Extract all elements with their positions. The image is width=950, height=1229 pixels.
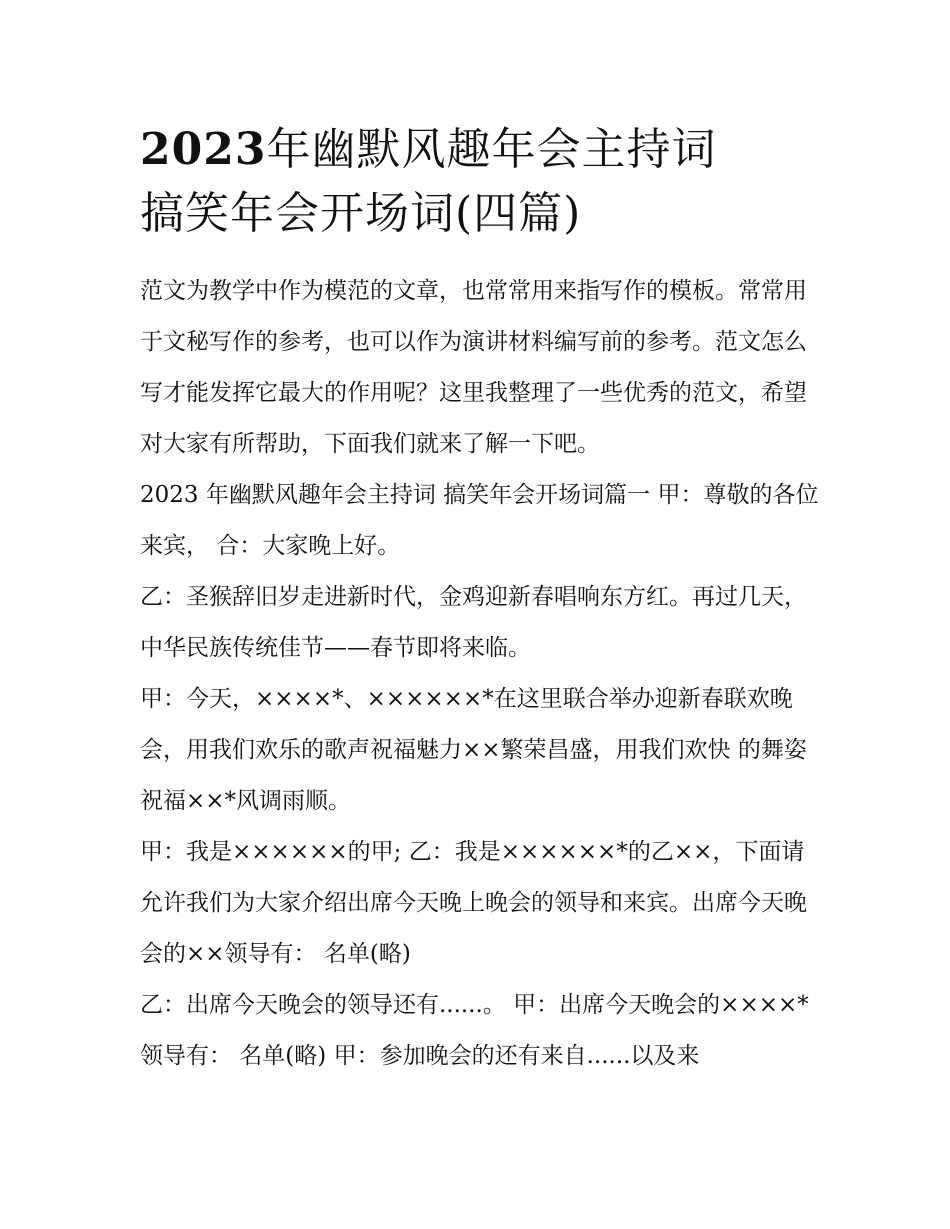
- paragraph-section-one-opening: 2023 年幽默风趣年会主持词 搞笑年会开场词篇一 甲：尊敬的各位来宾， 合：大家晚上好。: [140, 482, 819, 559]
- title-line-1-text: 年幽默风趣年会主持词: [266, 124, 717, 175]
- paragraph-jia-today: 甲：今天，××××*、××××××*在这里联合举办迎新春联欢晚会，用我们欢乐的歌声祝福魅力××繁荣昌盛，用我们欢快 的舞姿祝福××*风调雨顺。: [140, 686, 807, 814]
- paragraph-yi-new-year: 乙：圣猴辞旧岁走进新时代，金鸡迎新春唱响东方红。再过几天，中华民族传统佳节——春节即将来临。: [140, 584, 807, 661]
- paragraph-jia-introduction: 甲：我是××××××的甲; 乙：我是××××××*的乙××，下面请允许我们为大家介绍出席今天晚上晚会的领导和来宾。出席今天晚会的××领导有： 名单(略): [140, 839, 807, 967]
- intro-paragraph: 范文为教学中作为模范的文章，也常常用来指写作的模板。常常用于文秘写作的参考，也可以作为演讲材料编写前的参考。范文怎么写才能发挥它最大的作用呢？这里我整理了一些优秀的范文，希望对大家有所帮助，下面我们就来了解一下吧。: [140, 278, 807, 457]
- title-line-1: [140, 118, 820, 182]
- title-year: 2023: [140, 124, 267, 175]
- document-body: [140, 266, 820, 1082]
- paragraph-yi-leaders: 乙：出席今天晚会的领导还有......。 甲：出席今天晚会的××××*领导有： 名单(略) 甲：参加晚会的还有来自......以及来: [140, 992, 809, 1069]
- document-title: [140, 118, 820, 246]
- document-page: [140, 118, 820, 1082]
- title-line-2: 搞笑年会开场词(四篇): [140, 188, 582, 239]
